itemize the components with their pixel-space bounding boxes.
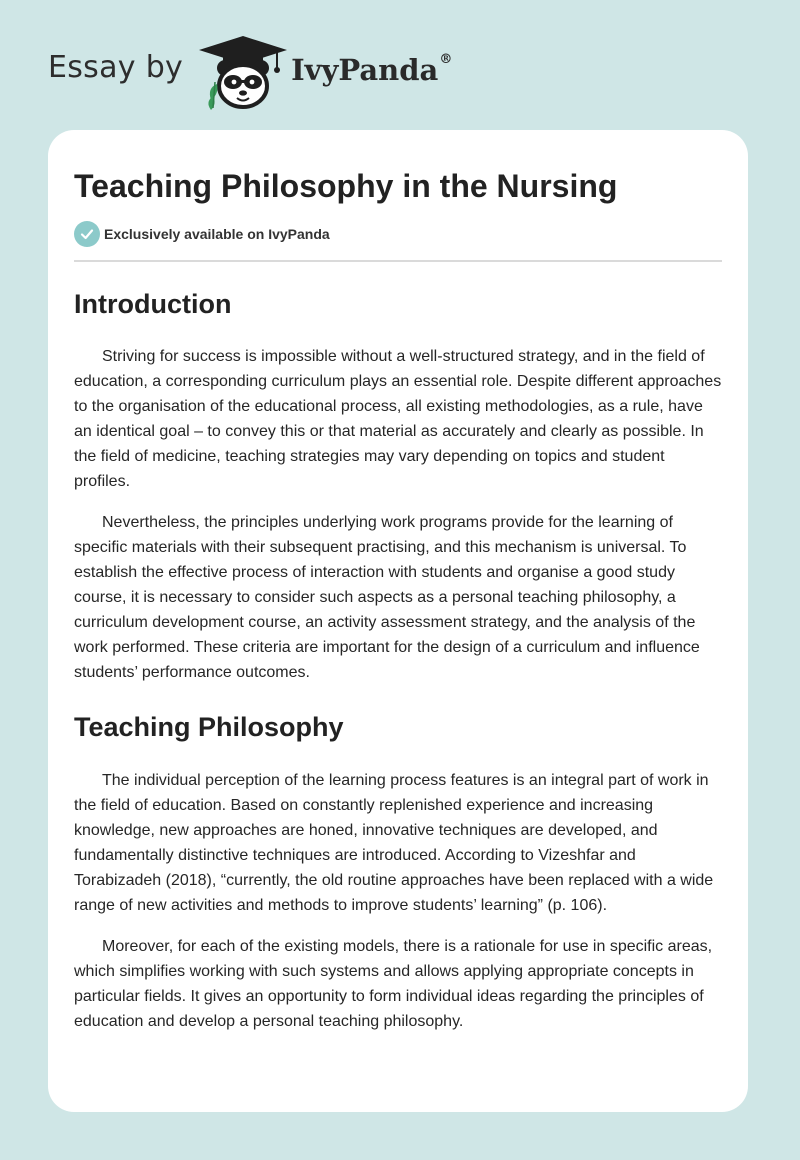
- registered-mark: ®: [439, 51, 453, 67]
- panda-logo-icon[interactable]: [197, 34, 289, 110]
- exclusive-badge: [74, 221, 722, 247]
- section-heading-teaching-philosophy: Teaching Philosophy: [74, 712, 344, 743]
- brand-text: IvyPanda: [291, 52, 439, 87]
- essay-title: Teaching Philosophy in the Nursing: [74, 168, 618, 204]
- paragraph: Moreover, for each of the existing models, there is a rationale for use in specific areas, which simplifies working with such systems and allows applying appropriate concepts in particular fields. It gives an opportunity to form individual ideas regarding the principles of education and develop a personal teaching philosophy.: [74, 937, 713, 1030]
- site-header: [48, 34, 452, 110]
- exclusive-label: Exclusively available on IvyPanda: [104, 225, 330, 242]
- essay-by-label: Essay by: [48, 50, 184, 85]
- paragraph: Striving for success is impossible without a well-structured strategy, and in the field of education, a corresponding curriculum plays an essential role. Despite different approaches to the organisation of the educational process, all existing methodologies, as a rule, have an identical goal – to convey this or that material as accurately and clearly as possible. In the field of medicine, teaching strategies may vary depending on topics and student profiles.: [74, 348, 722, 491]
- brand-name[interactable]: [291, 51, 453, 87]
- paragraph: Nevertheless, the principles underlying work programs provide for the learning of specific materials with their subsequent practising, and this mechanism is universal. To establish the effective process of interaction with students and organise a good study course, it is necessary to consider such aspects as a personal teaching philosophy, a curriculum development course, an activity assessment strategy, and the analysis of the work performed. These criteria are important for the design of a curriculum and influence students’ performance outcomes.: [74, 514, 700, 682]
- title-divider: [74, 260, 722, 262]
- checkmark-icon: [74, 221, 100, 247]
- section-heading-introduction: Introduction: [74, 288, 232, 319]
- essay-card: [48, 130, 748, 1112]
- paragraph: The individual perception of the learning process features is an integral part of work in the field of education. Based on constantly replenished experience and increasing knowledge, new approaches are honed, innovative techniques are developed, and fundamentally distinctive techniques are introduced. According to Vizeshfar and Torabizadeh (2018), “currently, the old routine approaches have been replaced with a wide range of new activities and methods to improve students’ learning” (p. 106).: [74, 771, 714, 914]
